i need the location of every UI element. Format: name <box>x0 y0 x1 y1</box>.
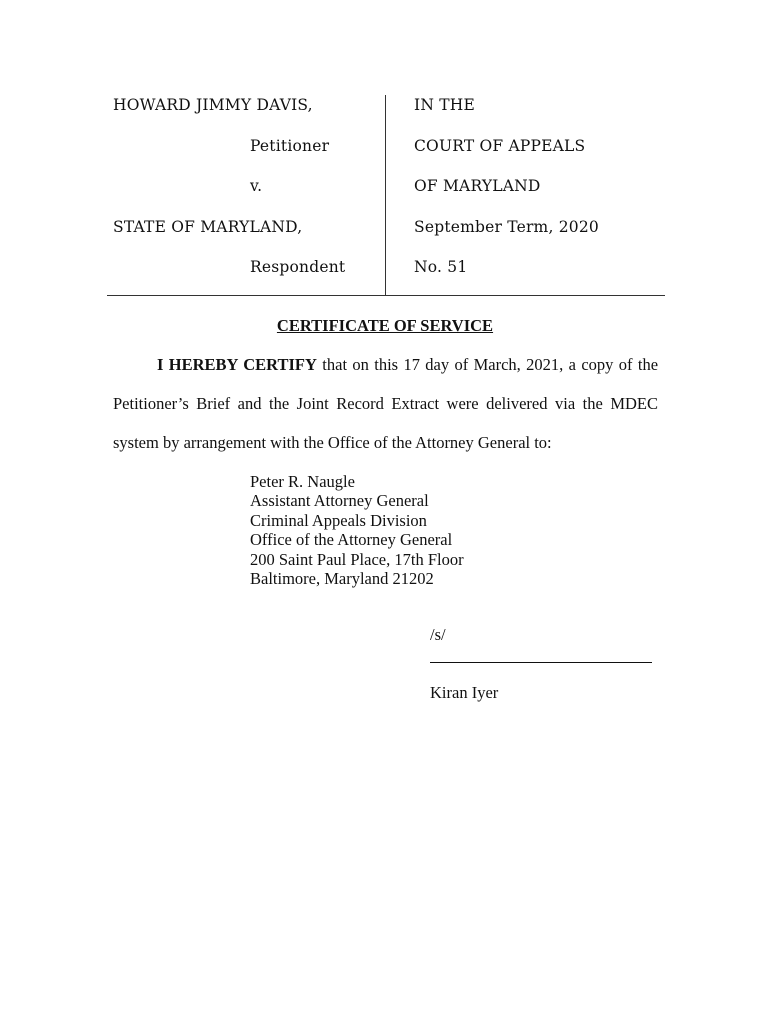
recipient-office: Office of the Attorney General <box>250 530 453 550</box>
signer-name: Kiran Iyer <box>430 683 499 702</box>
recipient-division: Criminal Appeals Division <box>250 510 427 530</box>
recipient-address <box>250 472 464 588</box>
certificate-line-2: Petitioner’s Brief and the Joint Record Extract were delivered via the MDEC <box>113 394 658 413</box>
recipient-street: 200 Saint Paul Place, 17th Floor <box>250 549 464 569</box>
petitioner-name: HOWARD JIMMY DAVIS, <box>113 96 313 114</box>
respondent-role: Respondent <box>250 258 346 276</box>
certify-lead: I HEREBY CERTIFY <box>157 355 317 374</box>
recipient-title: Assistant Attorney General <box>250 491 429 511</box>
court-term: September Term, 2020 <box>414 218 599 236</box>
case-number: No. 51 <box>414 258 468 276</box>
court-line-3: OF MARYLAND <box>414 177 541 195</box>
recipient-name: Peter R. Naugle <box>250 472 355 491</box>
certificate-title: CERTIFICATE OF SERVICE <box>276 316 494 335</box>
court-line-2: COURT OF APPEALS <box>414 137 586 155</box>
certify-line-1-text: that on this 17 day of March, 2021, a copy of the <box>322 355 659 374</box>
respondent-name: STATE OF MARYLAND, <box>113 218 303 236</box>
caption-horizontal-divider <box>107 295 665 296</box>
recipient-city: Baltimore, Maryland 21202 <box>250 569 434 589</box>
signature-line <box>430 662 652 663</box>
certificate-line-3: system by arrangement with the Office of the Attorney General to: <box>113 433 552 452</box>
petitioner-role: Petitioner <box>250 137 330 155</box>
versus-label: v. <box>250 177 263 195</box>
court-line-1: IN THE <box>414 96 475 114</box>
signature-mark: /s/ <box>430 625 446 644</box>
certificate-line-1 <box>157 355 658 375</box>
caption-vertical-divider <box>385 95 386 295</box>
